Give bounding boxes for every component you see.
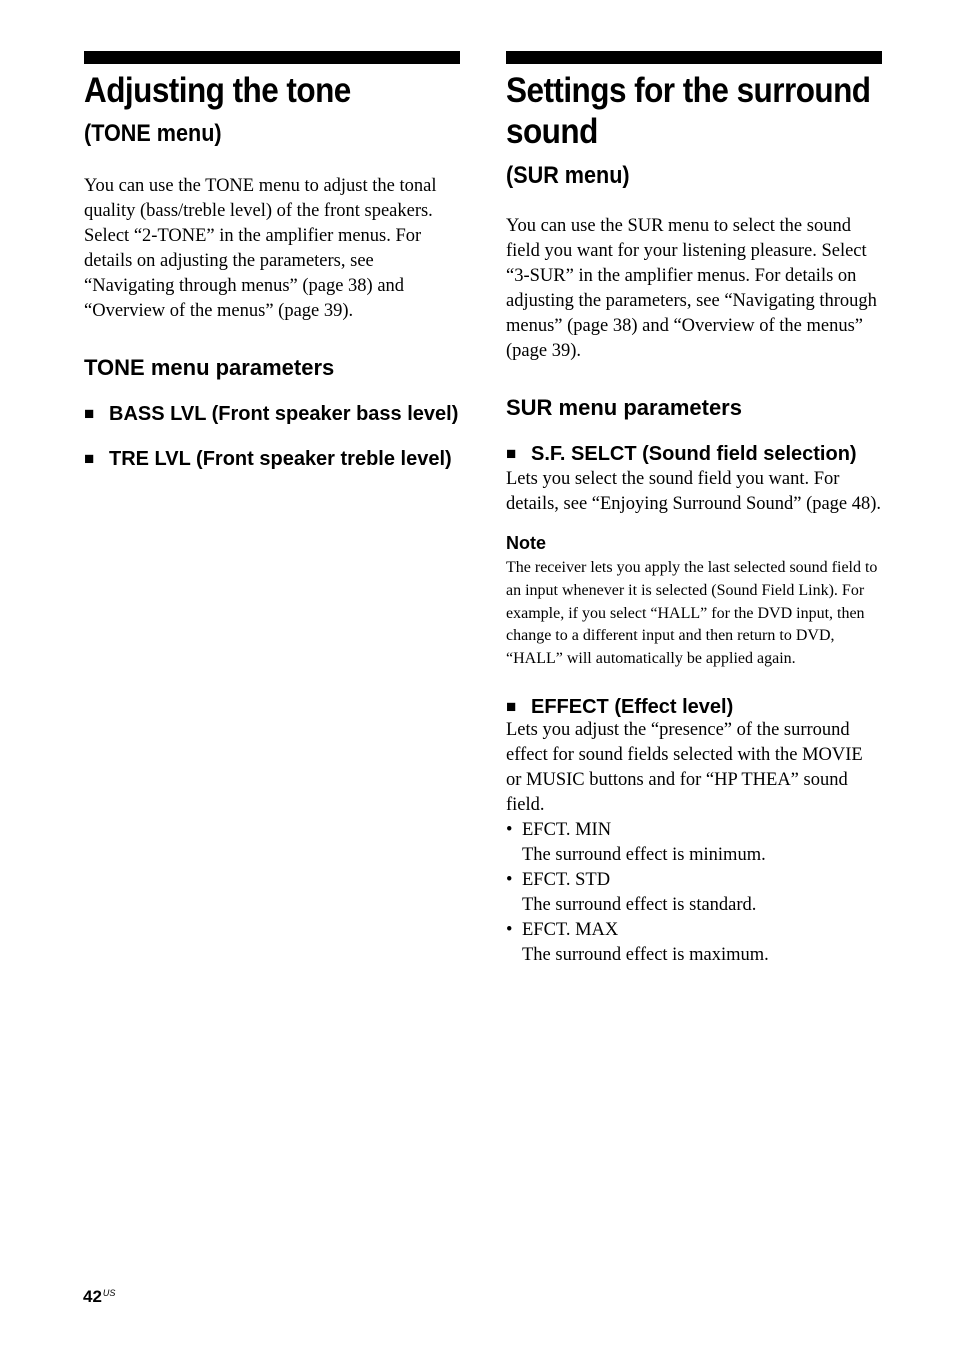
- bass-lvl-label: BASS LVL (Front speaker bass level): [109, 403, 459, 425]
- bullet-icon: •: [506, 869, 513, 890]
- effect-heading: [506, 696, 882, 718]
- sur-intro: You can use the SUR menu to select the sound field you want for your listening pleasure. Select “3-SUR” in the amplifier menus. For details on adjusting the parameters, see “Navigating through menus” (page 38) and “Overview of the menus” (page 39).: [506, 216, 877, 361]
- section-rule: [506, 51, 882, 64]
- tone-intro-1: You can use the TONE menu to adjust the tonal quality (bass/treble level) of the front speakers.: [84, 176, 437, 221]
- sur-title: Settings for the surround sound: [506, 71, 871, 151]
- tone-subtitle: (TONE menu): [84, 120, 222, 147]
- list-item: [506, 868, 882, 918]
- effect-options-list: [506, 818, 882, 968]
- square-bullet-icon: ■: [84, 449, 95, 468]
- list-item: [506, 818, 882, 868]
- sf-selct-heading: [506, 443, 882, 465]
- square-bullet-icon: ■: [506, 444, 517, 463]
- sur-params-heading: SUR menu parameters: [506, 395, 742, 420]
- tone-title: Adjusting the tone: [84, 71, 351, 110]
- bullet-icon: •: [506, 919, 513, 940]
- effect-label: EFFECT (Effect level): [531, 695, 734, 718]
- effect-option-name: EFCT. STD: [522, 869, 611, 890]
- surround-section: [506, 51, 882, 968]
- page-number-value: 42: [83, 1287, 102, 1306]
- effect-option-name: EFCT. MAX: [522, 919, 619, 940]
- effect-option-name: EFCT. MIN: [522, 819, 612, 840]
- list-item: [506, 918, 882, 968]
- effect-option-desc: The surround effect is standard.: [522, 894, 757, 915]
- tone-intro-2: Select “2-TONE” in the amplifier menus. For details on adjusting the parameters, see “Navigating through menus” (page 38) and “Overview of the menus” (page 39).: [84, 226, 422, 321]
- square-bullet-icon: ■: [84, 404, 95, 423]
- effect-option-desc: The surround effect is minimum.: [522, 844, 766, 865]
- effect-option-desc: The surround effect is maximum.: [522, 944, 769, 965]
- bullet-icon: •: [506, 819, 513, 840]
- tre-lvl-heading: [84, 448, 460, 470]
- section-rule: [84, 51, 460, 64]
- sur-subtitle: (SUR menu): [506, 162, 630, 189]
- page-number: [83, 1283, 115, 1307]
- square-bullet-icon: ■: [506, 696, 517, 716]
- sf-selct-label: S.F. SELCT (Sound field selection): [531, 443, 857, 465]
- bass-lvl-heading: [84, 403, 460, 425]
- tone-params-heading: TONE menu parameters: [84, 355, 335, 380]
- tre-lvl-label: TRE LVL (Front speaker treble level): [109, 448, 452, 470]
- effect-body: Lets you adjust the “presence” of the surround effect for sound fields selected with the MOVIE or MUSIC buttons and for “HP THEA” sound field.: [506, 719, 863, 815]
- note-title: Note: [506, 533, 546, 553]
- sf-selct-body: Lets you select the sound field you want. For details, see “Enjoying Surround Sound” (page 48).: [506, 469, 882, 514]
- note-body: The receiver lets you apply the last selected sound field to an input whenever it is selected (Sound Field Link). For example, if you select “HALL” for the DVD input, then change to a different input and then return to DVD, “HALL” will automatically be applied again.: [506, 559, 878, 668]
- tone-section: [84, 51, 460, 470]
- page-number-suffix: US: [102, 1288, 116, 1298]
